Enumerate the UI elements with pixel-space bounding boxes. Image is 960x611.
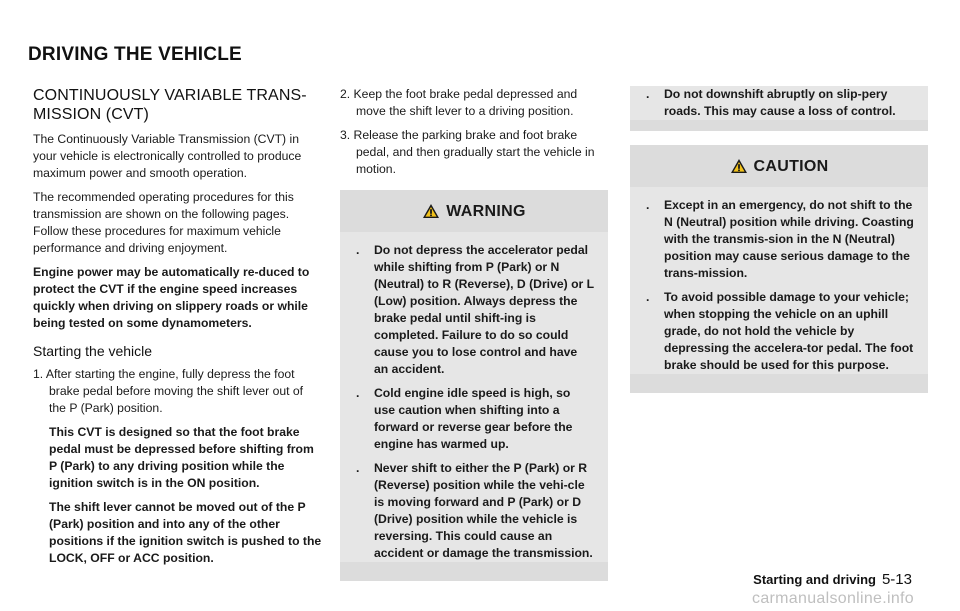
engine-power-note: Engine power may be automatically re-duced to protect the CVT if the engine speed increases quickly when driving on slippery roads or while being tested on some dynamometers. bbox=[33, 265, 310, 330]
page-header-title: DRIVING THE VEHICLE bbox=[28, 44, 242, 65]
caution-box bbox=[630, 145, 928, 393]
caution-title: CAUTION bbox=[753, 157, 829, 175]
caution-top-box bbox=[630, 86, 928, 131]
warning-item-text: Do not depress the accelerator pedal while shifting from P (Park) or N (Neutral) to R (Reverse), D (Drive) or L (Low) position. Always depress the brake pedal until shift-ing is completed. Failure to do so could cause you to lose control and have an accident. bbox=[374, 243, 594, 376]
subsection-title: Starting the vehicle bbox=[33, 343, 153, 359]
step-2: 2. Keep the foot brake pedal depressed and move the shift lever to a driving position. bbox=[340, 87, 578, 118]
caution-triangle-icon bbox=[730, 158, 748, 174]
procedure-paragraph: The recommended operating procedures for this transmission are shown on the following pages. Follow these procedures for maximum vehicle performance and driving enjoyment. bbox=[33, 190, 294, 255]
warning-item bbox=[354, 242, 594, 378]
warning-header bbox=[340, 190, 608, 232]
caution-header bbox=[630, 145, 928, 187]
section-title-line2: MISSION (CVT) bbox=[33, 106, 149, 123]
caution-item bbox=[644, 289, 914, 374]
bullet-dot: . bbox=[356, 461, 360, 475]
warning-item-text: Cold engine idle speed is high, so use caution when shifting into a forward or reverse gear before the engine has warmed up. bbox=[374, 386, 573, 451]
bullet-dot: . bbox=[356, 386, 360, 400]
caution-top-item bbox=[644, 86, 914, 120]
warning-item bbox=[354, 385, 594, 453]
warning-title: WARNING bbox=[446, 202, 526, 220]
step-1-note-2: The shift lever cannot be moved out of the P (Park) position and into any of the other positions if the ignition switch is pushed to the LOCK, OFF or ACC position. bbox=[49, 500, 322, 565]
warning-triangle-icon bbox=[422, 203, 440, 219]
caution-body bbox=[630, 187, 928, 374]
step-1-note-1: This CVT is designed so that the foot brake pedal must be depressed before shifting from P (Park) to any driving position while the ignition switch is in the ON position. bbox=[49, 425, 314, 490]
watermark-text: carmanualsonline.info bbox=[752, 590, 914, 607]
section-title bbox=[33, 86, 323, 124]
bullet-dot: . bbox=[646, 198, 650, 212]
step-3: 3. Release the parking brake and foot brake pedal, and then gradually start the vehicle in motion. bbox=[340, 128, 595, 176]
caution-item-text: Except in an emergency, do not shift to the N (Neutral) position while driving. Coasting with the transmis-sion in the N (Neutral) position may cause serious damage to the trans-mission. bbox=[664, 198, 914, 280]
step-1: 1. After starting the engine, fully depress the foot brake pedal before moving the shift lever out of the P (Park) position. bbox=[33, 367, 304, 415]
bullet-dot: . bbox=[646, 290, 650, 304]
column-1 bbox=[33, 86, 323, 574]
page-number: 5-13 bbox=[881, 571, 912, 588]
warning-item-text: Never shift to either the P (Park) or R (Reverse) position while the vehi-cle is moving forward and P (Park) or D (Drive) position while the vehicle is reversing. This could cause an accident or damage the transmission. bbox=[374, 461, 593, 560]
footer-section: Starting and driving bbox=[753, 572, 876, 587]
column-3 bbox=[630, 86, 928, 393]
bullet-dot: . bbox=[356, 243, 360, 257]
warning-item bbox=[354, 460, 594, 562]
page-footer bbox=[753, 571, 912, 588]
section-title-line1: CONTINUOUSLY VARIABLE TRANS- bbox=[33, 87, 307, 104]
caution-top-body bbox=[630, 86, 928, 120]
column-2 bbox=[340, 86, 608, 581]
caution-top-item-text: Do not downshift abruptly on slip-pery roads. This may cause a loss of control. bbox=[664, 87, 896, 118]
bullet-dot: . bbox=[646, 87, 650, 101]
caution-item bbox=[644, 197, 914, 282]
intro-paragraph: The Continuously Variable Transmission (CVT) in your vehicle is electronically controlled to produce maximum power and smooth operation. bbox=[33, 132, 302, 180]
warning-box bbox=[340, 190, 608, 581]
warning-body bbox=[340, 232, 608, 562]
caution-item-text: To avoid possible damage to your vehicle; when stopping the vehicle on an uphill grade, do not hold the vehicle by depressing the accelera-tor pedal. The foot brake should be used for this purpose. bbox=[664, 290, 914, 372]
